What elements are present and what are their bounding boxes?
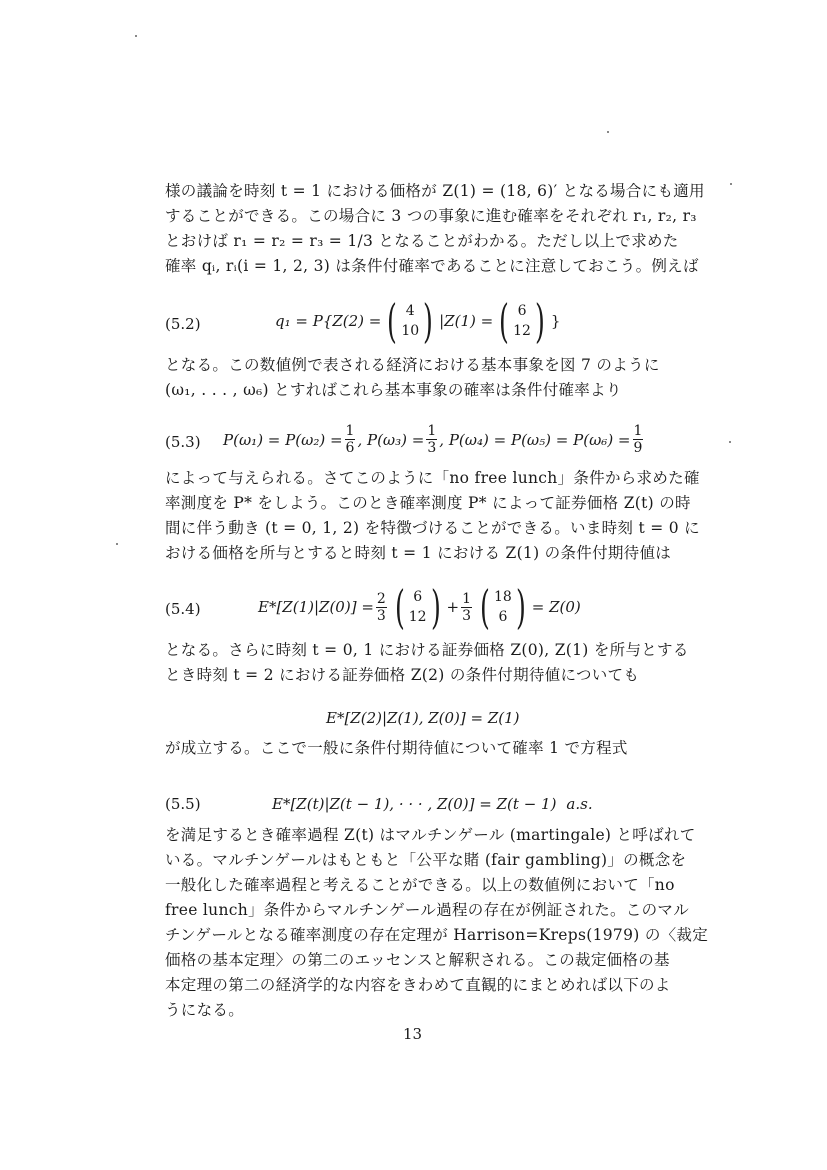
- text-line: 本定理の第二の経済学的な内容をきわめて直観的にまとめれば以下のよ: [165, 976, 671, 994]
- fraction: $\frac{1}{9}$: [633, 423, 643, 456]
- text-line: free lunch」条件からマルチンゲール過程の存在が例証された。このマル: [165, 901, 690, 919]
- equation-number: (5.5): [165, 795, 201, 813]
- equation-5-3: [223, 423, 645, 456]
- fraction: $\frac{2}{3}$: [376, 590, 386, 624]
- paragraph-4: [165, 638, 689, 688]
- text-line: 様の議論を時刻 t = 1 における価格が Z(1) = (18, 6)′ となる場合にも適用: [165, 182, 705, 200]
- equation-5-4: [258, 580, 581, 634]
- paragraph-5: [165, 736, 685, 761]
- equation-text: q₁ = P{Z(2) =: [275, 312, 382, 330]
- text-line: することができる。この場合に 3 つの事象に進む確率をそれぞれ r₁, r₂, r₃: [165, 207, 697, 225]
- equation-5-2: [275, 294, 561, 348]
- fraction: $\frac{1}{6}$: [345, 423, 355, 456]
- vector-entry: 12: [513, 323, 531, 339]
- fraction: $\frac{1}{3}$: [462, 590, 472, 624]
- equation-number: (5.4): [165, 600, 201, 618]
- page-number: 13: [403, 1025, 423, 1043]
- text-line: チンゲールとなる確率測度の存在定理が Harrison=Kreps(1979) の〈裁定: [165, 926, 709, 944]
- paragraph-6: [165, 823, 709, 1023]
- scan-speck: [607, 131, 609, 133]
- text-line: 率測度を P* をしよう。このとき確率測度 P* によって証券価格 Z(t) の時: [165, 494, 691, 512]
- equation-number: (5.3): [165, 433, 201, 451]
- text-line: (ω₁, . . . , ω₆) とすればこれら基本事象の確率は条件付確率より: [165, 381, 622, 399]
- scan-speck: [116, 543, 118, 545]
- text-line: とき時刻 t = 2 における証券価格 Z(2) の条件付期待値についても: [165, 666, 640, 684]
- vector-entry: 6: [498, 609, 508, 625]
- equation-text: = Z(0): [531, 598, 581, 616]
- column-vector: ( 6 12 ): [394, 580, 441, 634]
- text-line: が成立する。ここで一般に条件付期待値について確率 1 で方程式: [165, 739, 628, 757]
- vector-entry: 6: [413, 589, 423, 605]
- plus-sign: +: [446, 598, 460, 616]
- text-line: となる。この数値例で表される経済における基本事象を図 7 のように: [165, 356, 660, 374]
- column-vector: ( 4 10 ): [387, 294, 434, 348]
- scan-speck: [135, 35, 137, 37]
- paragraph-1: [165, 179, 705, 279]
- text-line: 価格の基本定理〉の第二のエッセンスと解釈される。この裁定価格の基: [165, 951, 670, 969]
- text-line: 間に伴う動き (t = 0, 1, 2) を特徴づけることができる。いま時刻 t = 0 に: [165, 519, 700, 537]
- text-line: によって与えられる。さてこのように「no free lunch」条件から求めた確: [165, 469, 700, 487]
- paragraph-3: [165, 466, 700, 566]
- text-line: となる。さらに時刻 t = 0, 1 における証券価格 Z(0), Z(1) を所与とする: [165, 641, 689, 659]
- vector-entry: 6: [517, 303, 527, 319]
- equation-text: P(ω₁) = P(ω₂) =: [223, 430, 343, 449]
- text-line: おける価格を所与とすると時刻 t = 1 における Z(1) の条件付期待値は: [165, 544, 672, 562]
- vector-entry: 4: [405, 303, 415, 319]
- column-vector: ( 18 6 ): [480, 580, 526, 634]
- column-vector: ( 6 12 ): [499, 294, 545, 348]
- text-line: いる。マルチンゲールはもともと「公平な賭 (fair gambling)」の概念を: [165, 851, 687, 869]
- vector-entry: 18: [494, 589, 512, 605]
- text-line: とおけば r₁ = r₂ = r₃ = 1/3 となることがわかる。ただし以上で求めた: [165, 232, 679, 250]
- equation-text: }: [550, 312, 561, 330]
- equation-5-5: [272, 795, 593, 813]
- equation-number: (5.2): [165, 315, 201, 333]
- equation-text: E*[Z(1)|Z(0)] =: [258, 598, 374, 616]
- text-line: を満足するとき確率過程 Z(t) はマルチンゲール (martingale) と呼ばれて: [165, 826, 696, 844]
- text-line: 確率 qᵢ, rᵢ(i = 1, 2, 3) は条件付確率であることに注意しておこう。例えば: [165, 257, 699, 275]
- scan-speck: [729, 441, 731, 443]
- fraction: $\frac{1}{3}$: [427, 423, 437, 456]
- equation-text: |Z(1) =: [439, 312, 494, 330]
- vector-entry: 10: [401, 323, 420, 339]
- vector-entry: 12: [408, 609, 427, 625]
- text-line: 一般化した確率過程と考えることができる。以上の数値例において「no: [165, 876, 675, 894]
- equation-text: , P(ω₄) = P(ω₅) = P(ω₆) =: [439, 430, 631, 449]
- equation-text: E*[Z(t)|Z(t − 1), · · · , Z(0)] = Z(t − 1): [272, 795, 557, 813]
- equation-text: , P(ω₃) =: [357, 430, 425, 449]
- text-line: うになる。: [165, 1001, 245, 1019]
- almost-surely: a.s.: [566, 795, 593, 813]
- paragraph-2: [165, 353, 685, 403]
- centered-equation: E*[Z(2)|Z(1), Z(0)] = Z(1): [326, 709, 520, 727]
- scan-speck: [730, 183, 732, 185]
